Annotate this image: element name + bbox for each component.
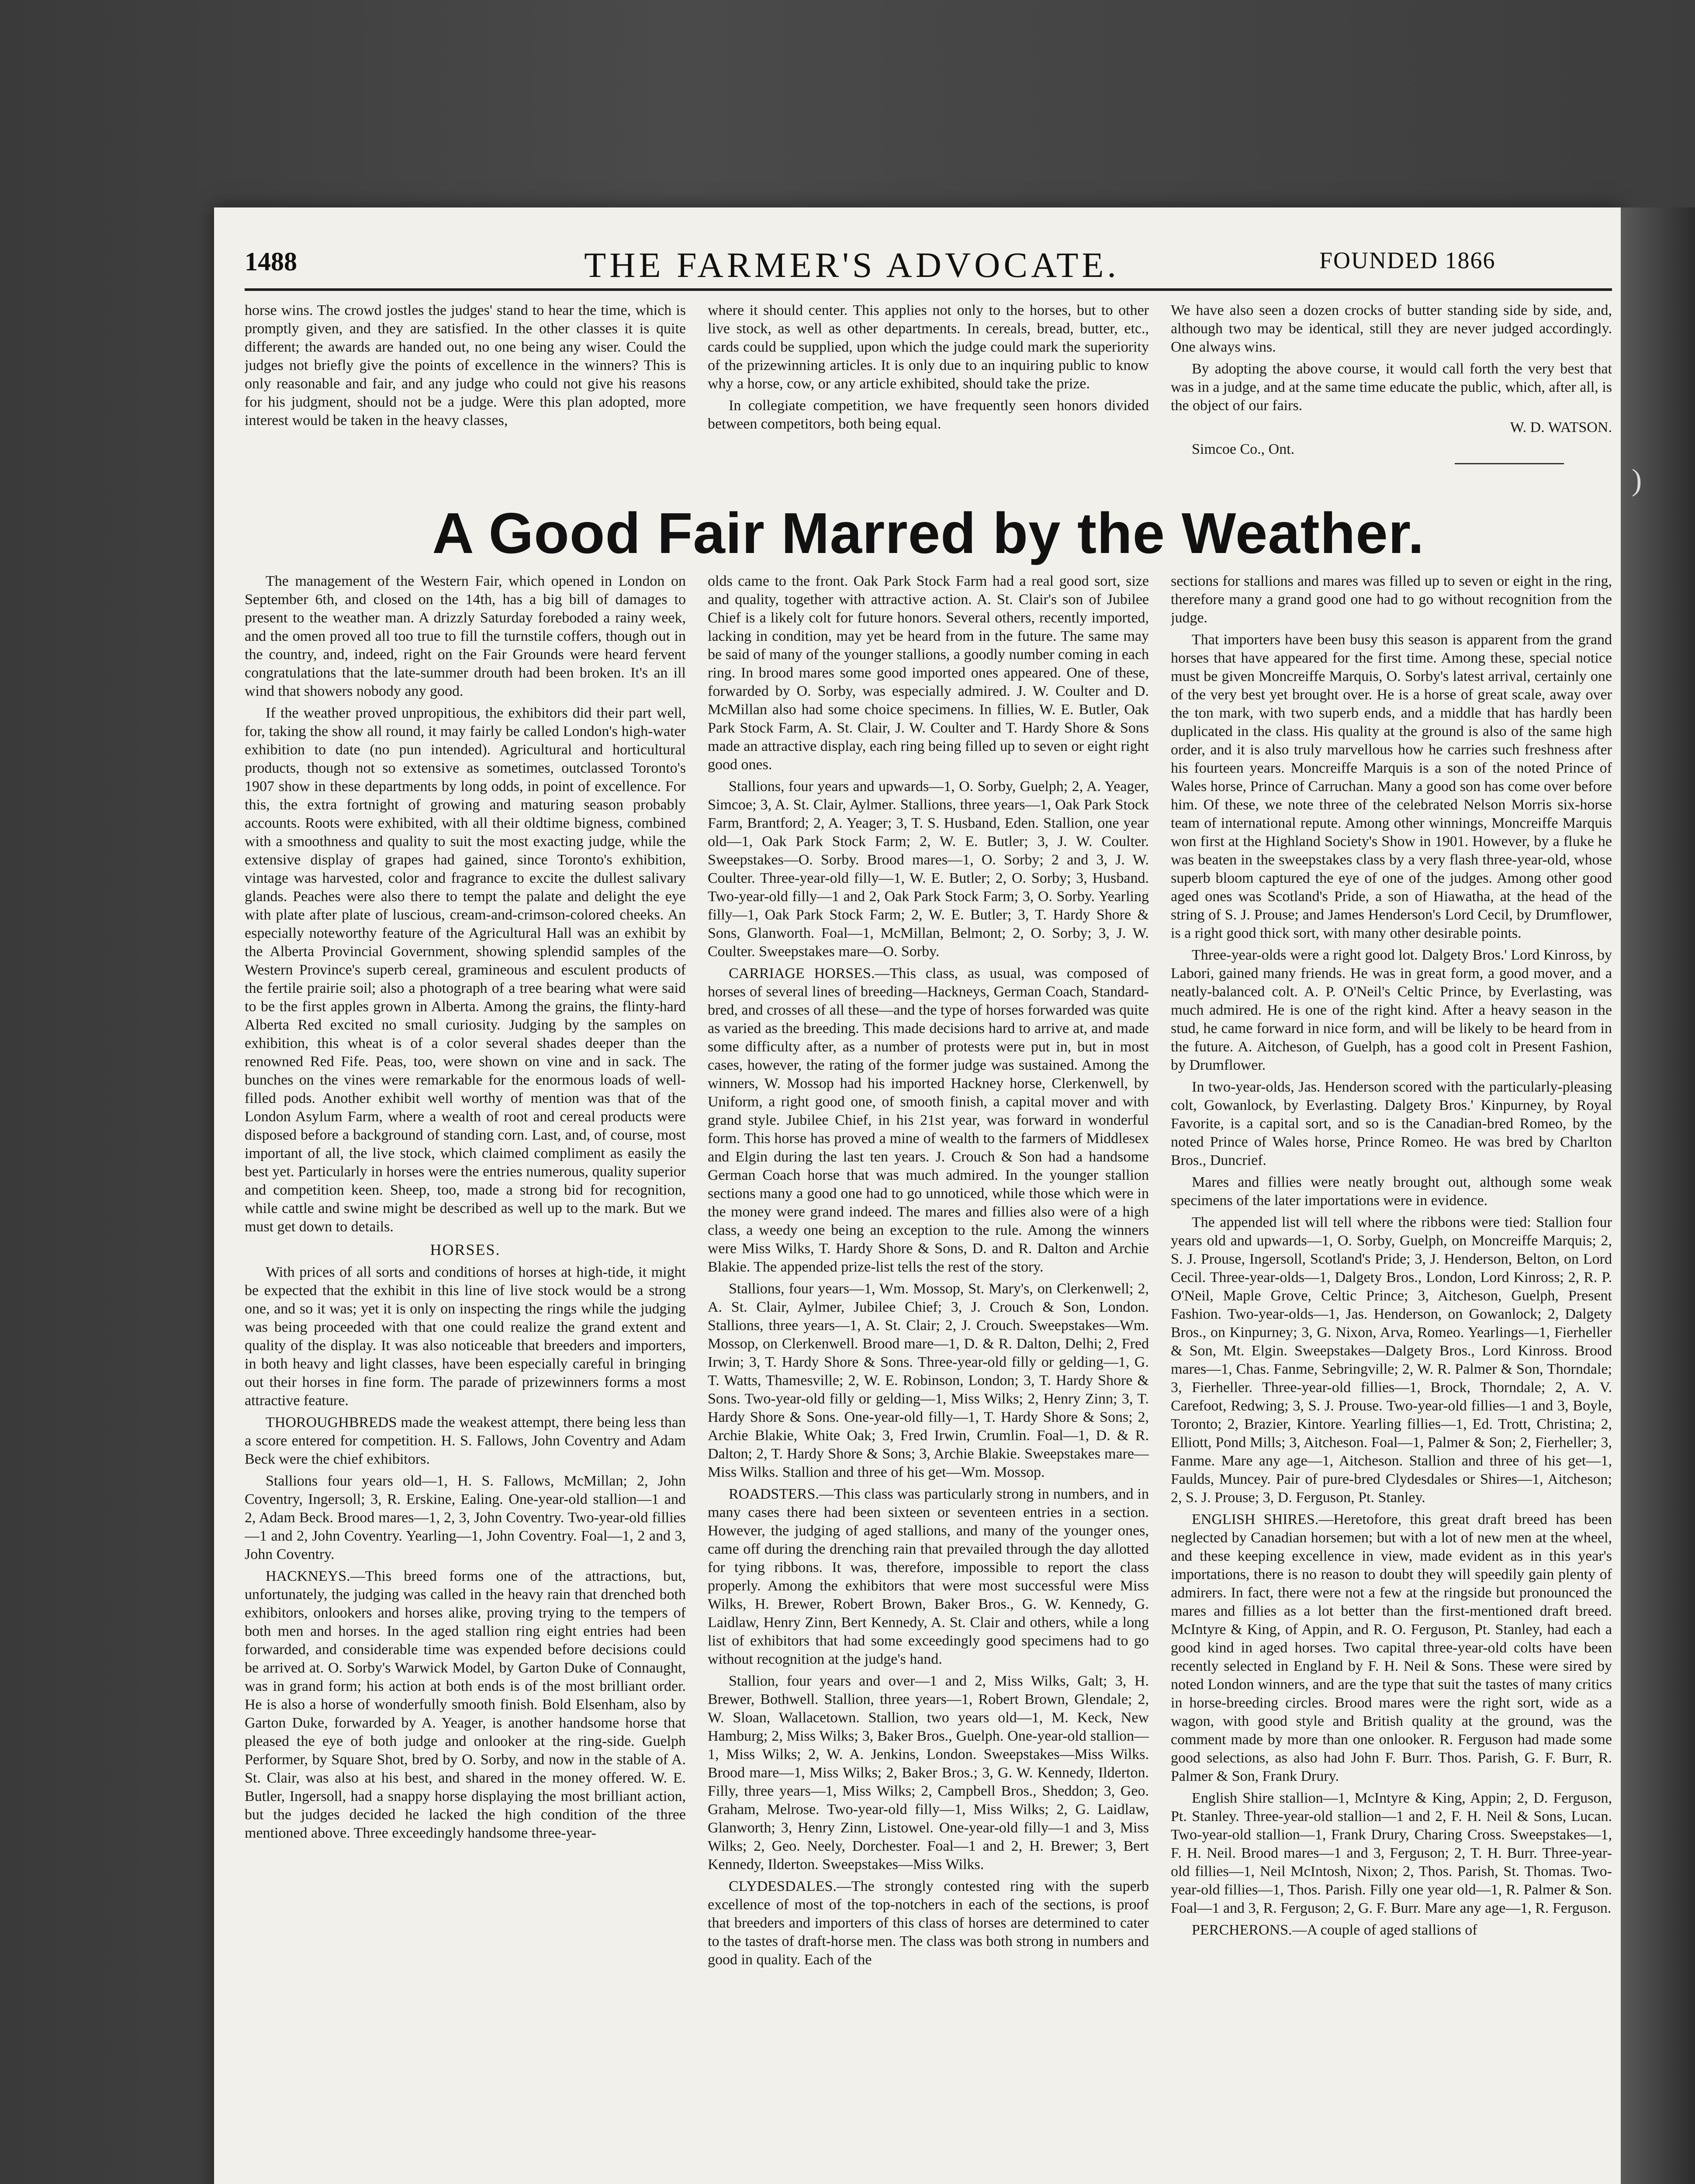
article-column-2 — [708, 572, 1149, 2184]
masthead: THE FARMER'S ADVOCATE. — [584, 245, 1120, 285]
paragraph: sections for stallions and mares was filled up to seven or eight in the ring, therefore many a grand good one had to go without recognition from the judge. — [1171, 573, 1612, 626]
paragraph: In collegiate competition, we have frequently seen honors divided between competitors, both being equal. — [708, 397, 1149, 432]
header-rule — [245, 288, 1612, 291]
paragraph: PERCHERONS.—A couple of aged stallions of — [1192, 1922, 1477, 1938]
article-column-3 — [1171, 572, 1612, 2184]
paragraph: Stallions four years old—1, H. S. Fallows, McMillan; 2, John Coventry, Ingersoll; 3, R. Erskine, Ealing. One-year-old stallion—1 and 2, Adam Beck. Brood mares—1, 2, 3, John Coventry. Two-year-old fillies—1 and 2, John Coventry. Yearling—1, John Coventry. Foal—1, 2 and 3, John Coventry. — [245, 1473, 686, 1562]
paragraph: THOROUGHBREDS made the weakest attempt, there being less than a score entered for competition. H. S. Fallows, John Coventry and Adam Beck were the chief exhibitors. — [245, 1414, 686, 1467]
page-edge-shadow — [1621, 207, 1695, 2184]
paragraph: That importers have been busy this season is apparent from the grand horses that have appeared for the first time. Among these, special notice must be given Moncreiffe Marquis, O. Sorby's latest arrival, certainly one of the very best yet brought over. He is a horse of great scale, away over the ton mark, with two superb ends, and a middle that has hardly been duplicated in the class. His quality at the ground is also of the same high order, and it is also truly marvellous how he carries such freshness after his fourteen years. Moncreiffe Marquis is a son of the noted Prince of Wales horse, Prince of Carruchan. Many a good son has come over before him. Of these, we note three of the celebrated Nelson Morris six-horse team of international repute. Among other winnings, Moncreiffe Marquis won first at the Highland Society's Show in 1901. However, by a fluke he was beaten in the sweepstakes class by a very flash three-year-old, whose superb bloom captured the eye of one of the judges. Among other good aged ones was Scotland's Pride, a son of Hiawatha, at the head of the string of S. J. Prouse; and James Henderson's Lord Cecil, by Drumflower, is a right good thick sort, with many other desirable points. — [1171, 632, 1612, 941]
paragraph: ENGLISH SHIRES.—Heretofore, this great draft breed has been neglected by Canadian horsemen; but with a lot of new men at the wheel, and these keeping excellence in view, made evident as in this year's importations, there is no reason to doubt they will speedily gain plenty of admirers. In fact, there were not a few at the ringside but pronounced the mares and fillies as a lot better than the first-mentioned draft breed. McIntyre & King, of Appin, and R. O. Ferguson, Pt. Stanley, had each a good kind in aged horses. Two capital three-year-old colts have been recently selected in England by F. H. Neil & Sons. These were sired by noted London winners, and are the type that suit the tastes of many critics in horse-breeding circles. Brood mares were the right sort, wide as a wagon, with good style and British quality at the ground, was the comment made by more than one onlooker. R. Ferguson had made some good selections, as also had John F. Burr. Thos. Parish, G. F. Burr, R. Palmer & Son, Frank Drury. — [1171, 1511, 1612, 1784]
paragraph: With prices of all sorts and conditions of horses at high-tide, it might be expected that the exhibit in this line of live stock would be a strong one, and so it was; yet it is only on inspecting the rings while the judging was being proceeded with that one could realize the grand extent and quality of the display. It was also noticeable that breeders and importers, in both heavy and light classes, have been especially careful in bringing out their horses in fine form. The parade of prizewinners forms a most attractive feature. — [245, 1264, 686, 1409]
signature: W. D. WATSON. — [1510, 419, 1612, 435]
paragraph: Stallions, four years—1, Wm. Mossop, St. Mary's, on Clerkenwell; 2, A. St. Clair, Aylmer, Jubilee Chief; 3, J. Crouch & Son, London. Stallions, three years—1, A. St. Clair; 2, J. Crouch. Sweepstakes—Wm. Mossop, on Clerkenwell. Brood mare—1, D. & R. Dalton, Delhi; 2, Fred Irwin; 3, T. Hardy Shore & Sons. Three-year-old filly or gelding—1, G. T. Watts, Thamesville; 2, W. E. Robinson, London; 3, T. Hardy Shore & Sons. Two-year-old filly or gelding—1, Miss Wilks; 2, Henry Zinn; 3, T. Hardy Shore & Sons. One-year-old filly—1, T. Hardy Shore & Sons; 2, Archie Blakie, White Oak; 3, Fred Irwin, Crumlin. Foal—1, D. & R. Dalton; 2, T. Hardy Shore & Sons; 3, Archie Blakie. Sweepstakes mare—Miss Wilks. Stallion and three of his get—Wm. Mossop. — [708, 1281, 1149, 1480]
paragraph: CLYDESDALES.—The strongly contested ring with the superb excellence of most of the top-notchers in each of the sections, is proof that breeders and importers of this class of horses are determined to cater to the tastes of draft-horse men. The class was both strong in numbers and good in quality. Each of the — [708, 1878, 1149, 1968]
paragraph: where it should center. This applies not only to the horses, but to other live stock, as well as other departments. In cereals, bread, butter, etc., cards could be supplied, upon which the judge could mark the superiority of the prizewinning articles. It is only due to an inquiring public to know why a horse, cow, or any article exhibited, should take the prize. — [708, 302, 1149, 392]
paragraph: HACKNEYS.—This breed forms one of the attractions, but, unfortunately, the judging was called in the heavy rain that drenched both exhibitors, onlookers and horses alike, proving trying to the tempers of both men and horses. In the aged stallion ring eight entries had been forwarded, and considerable time was expended before decisions could be arrived at. O. Sorby's Warwick Model, by Garton Duke of Connaught, was in grand form; his action at both ends is of the most brilliant order. He is also a horse of wonderfully smooth finish. Bold Elsenham, also by Garton Duke, forwarded by A. Yeager, is another handsome horse that pleased the eye of both judge and onlooker at the ring-side. Guelph Performer, by Square Shot, bred by O. Sorby, and now in the stable of A. St. Clair, was also at his best, and shared in the money offered. W. E. Butler, Ingersoll, had a snappy horse displaying the most brilliant action, but the judges decided he lacked the high condition of the three mentioned above. Three exceedingly handsome three-year- — [245, 1568, 686, 1841]
paragraph: ROADSTERS.—This class was particularly strong in numbers, and in many cases there had been sixteen or seventeen entries in a section. However, the judging of aged stallions, and many of the younger ones, came off during the drenching rain that prevailed through the day allotted for tying ribbons. It was, therefore, impossible to report the class properly. Among the exhibitors that were most successful were Miss Wilks, H. Brewer, Robert Brown, Baker Bros., G. W. Kennedy, G. Laidlaw, Henry Zinn, Bert Kennedy, A. St. Clair and others, while a long list of exhibitors that had some exceedingly good specimens had to go without recognition at the judge's hand. — [708, 1486, 1149, 1667]
paragraph: By adopting the above course, it would call forth the very best that was in a judge, and at the same time educate the public, which, after all, is the object of our fairs. — [1171, 361, 1612, 414]
paragraph: In two-year-olds, Jas. Henderson scored with the particularly-pleasing colt, Gowanlock, by Everlasting. Dalgety Bros.' Kinpurney, by Royal Favorite, is a capital sort, and so is the Canadian-bred Romeo, by the noted Prince of Wales horse, Prince Romeo. He was bred by Charlton Bros., Duncrief. — [1171, 1079, 1612, 1168]
location: Simcoe Co., Ont. — [1192, 441, 1295, 457]
founded-date: FOUNDED 1866 — [1319, 247, 1496, 273]
margin-mark: ) — [1632, 463, 1642, 497]
top-column-3 — [1171, 301, 1612, 485]
paragraph: English Shire stallion—1, McIntyre & King, Appin; 2, D. Ferguson, Pt. Stanley. Three-year-old stallion—1 and 2, F. H. Neil & Sons, Lucan. Two-year-old stallion—1, Frank Drury, Charing Cross. Sweepstakes—1, F. H. Neil. Brood mares—1 and 3, Ferguson; 2, T. H. Burr. Three-year-old fillies—1, Neil McIntosh, Nixon; 2, Thos. Parish, St. Thomas. Two-year-old fillies—1, Thos. Parish. Filly one year old—1, R. Palmer & Son. Foal—1 and 3, R. Ferguson; 2, G. F. Burr. Mare any age—1, R. Ferguson. — [1171, 1790, 1612, 1916]
page-number: 1488 — [245, 247, 297, 276]
paragraph: horse wins. The crowd jostles the judges' stand to hear the time, which is promptly given, and they are satisfied. In the other classes it is quite different; the awards are handed out, no one being any wiser. Could the judges not briefly give the points of excellence in the winners? This is only reasonable and fair, and any judge who could not give his reasons for his judgment, should not be a judge. Were this plan adopted, more interest would be taken in the heavy classes, — [245, 302, 686, 429]
top-column-2 — [708, 301, 1149, 485]
paragraph: Stallions, four years and upwards—1, O. Sorby, Guelph; 2, A. Yeager, Simcoe; 3, A. St. Clair, Aylmer. Stallions, three years—1, Oak Park Stock Farm, Brantford; 2, A. Yeager; 3, T. S. Husband, Eden. Stallion, one year old—1, Oak Park Stock Farm; 2, W. E. Butler; 3, J. W. Coulter. Sweepstakes—O. Sorby. Brood mares—1, O. Sorby; 2 and 3, J. W. Coulter. Three-year-old filly—1, W. E. Butler; 2, O. Sorby; 3, Husband. Two-year-old filly—1 and 2, Oak Park Stock Farm; 3, O. Sorby. Yearling filly—1, Oak Park Stock Farm; 2, W. E. Butler; 3, T. Hardy Shore & Sons, Glanworth. Foal—1, McMillan, Belmont; 2, O. Sorby; 3, J. W. Coulter. Sweepstakes mare—O. Sorby. — [708, 778, 1149, 960]
paragraph: CARRIAGE HORSES.—This class, as usual, was composed of horses of several lines of breeding—Hackneys, German Coach, Standard-bred, and crosses of all these—and the type of horses forwarded was quite as varied as the breeding. This made decisions hard to arrive at, and made some difficulty after, as a number of protests were put in, but in most cases, however, the rating of the former judge was sustained. Among the winners, W. Mossop had his imported Hackney horse, Clerkenwell, by Uniform, a right good one, of smooth finish, a capital mover and with grand style. Jubilee Chief, in his 21st year, was forward in wonderful form. This horse has proved a mine of wealth to the farmers of Middlesex and Elgin during the last ten years. J. Crouch & Son had a handsome German Coach horse that was much admired. In the younger stallion sections many a good one had to go unnoticed, while those which were in the money were grand indeed. The mares and fillies also were of a high class, a weedy one being an exception to the rule. Among the winners were Miss Wilks, T. Hardy Shore & Sons, D. and R. Dalton and Archie Blakie. The appended prize-list tells the rest of the story. — [708, 965, 1149, 1275]
paragraph: Mares and fillies were neatly brought out, although some weak specimens of the later importations were in evidence. — [1171, 1174, 1612, 1209]
paragraph: olds came to the front. Oak Park Stock Farm had a real good sort, size and quality, together with attractive action. A. St. Clair's son of Jubilee Chief is a likely colt for future honors. Several others, recently imported, lacking in condition, may yet be heard from in the future. The same may be said of many of the younger stallions, a goodly number coming in each ring. In brood mares some good imported ones appeared. One of these, forwarded by O. Sorby, was especially admired. J. W. Coulter and D. McMillan also had some choice specimens. In fillies, W. E. Butler, Oak Park Stock Farm, A. St. Clair, J. W. Coulter and T. Hardy Shore & Sons made an attractive display, each ring being filled up to seven or eight right good ones. — [708, 573, 1149, 773]
paragraph: Stallion, four years and over—1 and 2, Miss Wilks, Galt; 3, H. Brewer, Bothwell. Stallion, three years—1, Robert Brown, Glendale; 2, W. Sloan, Wallacetown. Stallion, two years old—1, M. Keck, New Hamburg; 2, Miss Wilks; 3, Baker Bros., Guelph. One-year-old stallion—1, Miss Wilks; 2, W. A. Jenkins, London. Sweepstakes—Miss Wilks. Brood mare—1, Miss Wilks; 2, Baker Bros.; 3, G. W. Kennedy, Ilderton. Filly, three years—1, Miss Wilks; 2, Campbell Bros., Sheddon; 3, Geo. Graham, Melrose. Two-year-old filly—1, Miss Wilks; 2, G. Laidlaw, Glanworth; 3, Henry Zinn, Listowel. One-year-old filly—1 and 3, Miss Wilks; 2, Geo. Neely, Dorchester. Foal—1 and 2, H. Brewer; 3, Bert Kennedy, Ilderton. Sweepstakes—Miss Wilks. — [708, 1673, 1149, 1873]
section-heading-horses: HORSES. — [430, 1241, 501, 1258]
paragraph: Three-year-olds were a right good lot. Dalgety Bros.' Lord Kinross, by Labori, gained many friends. He was in great form, a good mover, and a neatly-balanced colt. A. P. O'Neil's Celtic Prince, by Everlasting, was much admired. He is one of the right kind. After a heavy season in the stud, he came forward in nice form, and will be likely to be heard from in the future. A. Aitcheson, of Guelph, has a good colt in Present Fashion, by Drumflower. — [1171, 947, 1612, 1073]
article-column-1 — [245, 572, 686, 2184]
top-column-1 — [245, 301, 686, 485]
signature-rule — [1455, 463, 1564, 464]
article-headline: A Good Fair Marred by the Weather. — [432, 501, 1425, 565]
paragraph: If the weather proved unpropitious, the exhibitors did their part well, for, taking the show all round, it may fairly be called London's high-water exhibition to date (no pun intended). Agricultural and horticultural products, though not so extensive as sometimes, outclassed Toronto's 1907 show in these departments by long odds, in point of excellence. For this, the extra fortnight of growing and maturing season probably accounts. Roots were exhibited, with all their oldtime bigness, combined with a smoothness and quality to suit the most exacting judge, while the extensive display of grapes had gained, since Toronto's exhibition, vintage was harvested, color and fragrance to excite the dullest salivary glands. Peaches were also there to tempt the palate and delight the eye with plate after plate of luscious, cream-and-crimson-colored cheeks. An especially noteworthy feature of the Agricultural Hall was an exhibit by the Alberta Provincial Government, showing splendid samples of the Western Province's superb cereal, gramineous and esculent products of the fertile prairie soil; also a photograph of a tree bearing what were said to be the first apples grown in Alberta. Among the grains, the flinty-hard Alberta Red excited no small curiosity. Judging by the samples on exhibition, this wheat is of a color several shades deeper than the renowned Red Fife. Peas, too, were shown on vine and in sack. The bunches on the vines were remarkable for the enormous loads of well-filled pods. Another exhibit well worthy of mention was that of the London Asylum Farm, where a wealth of root and cereal products were disposed before a background of standing corn. Last, and, of course, most important of all, the live stock, which claimed compliment as easily the best yet. Particularly in horses were the entries numerous, quality superior and competition keen. Sheep, too, made a strong bid for recognition, while cattle and swine might be described as well up to the mark. But we must get down to details. — [245, 705, 686, 1235]
paragraph: We have also seen a dozen crocks of butter standing side by side, and, although two may be identical, still they are never judged accordingly. One always wins. — [1171, 302, 1612, 355]
paragraph: The appended list will tell where the ribbons were tied: Stallion four years old and upwards—1, O. Sorby, Guelph, on Moncreiffe Marquis; 2, S. J. Prouse, Ingersoll, Scotland's Pride; 3, J. Henderson, Belton, on Lord Cecil. Three-year-olds—1, Dalgety Bros., London, Lord Kinross; 2, R. P. O'Neil, Maple Grove, Celtic Prince; 3, Aitcheson, Guelph, Present Fashion. Two-year-olds—1, Jas. Henderson, on Gowanlock; 2, Dalgety Bros., on Kinpurney; 3, G. Nixon, Arva, Romeo. Yearlings—1, Fierheller & Son, Mt. Elgin. Sweepstakes—Dalgety Bros., Lord Kinross. Brood mares—1, Chas. Fanme, Sebringville; 2, W. R. Palmer & Son, Thorndale; 3, Fierheller. Three-year-old fillies—1, Brock, Thorndale; 2, A. V. Carefoot, Redwing; 3, S. J. Prouse. Two-year-old fillies—1 and 3, Boyle, Toronto; 2, Brazier, Kintore. Yearling fillies—1, Ed. Trott, Christina; 2, Elliott, Pond Mills; 3, Aitcheson. Foal—1, Palmer & Son; 2, Fierheller; 3, Fanme. Mare any age—1, Aitcheson. Stallion and three of his get—1, Faulds, Muncey. Pair of pure-bred Clydesdales or Shires—1, Aitcheson; 2, S. J. Prouse; 3, D. Ferguson, Pt. Stanley. — [1171, 1214, 1612, 1506]
paragraph: The management of the Western Fair, which opened in London on September 6th, and closed on the 14th, has a big bill of damages to present to the weather man. A drizzly Saturday foreboded a rainy week, and the omen proved all too true to fill the turnstile coffers, though out in the country, and, indeed, right on the Fair Grounds were heard fervent congratulations that the late-summer drouth had been broken. It's an ill wind that showers nobody any good. — [245, 573, 686, 699]
